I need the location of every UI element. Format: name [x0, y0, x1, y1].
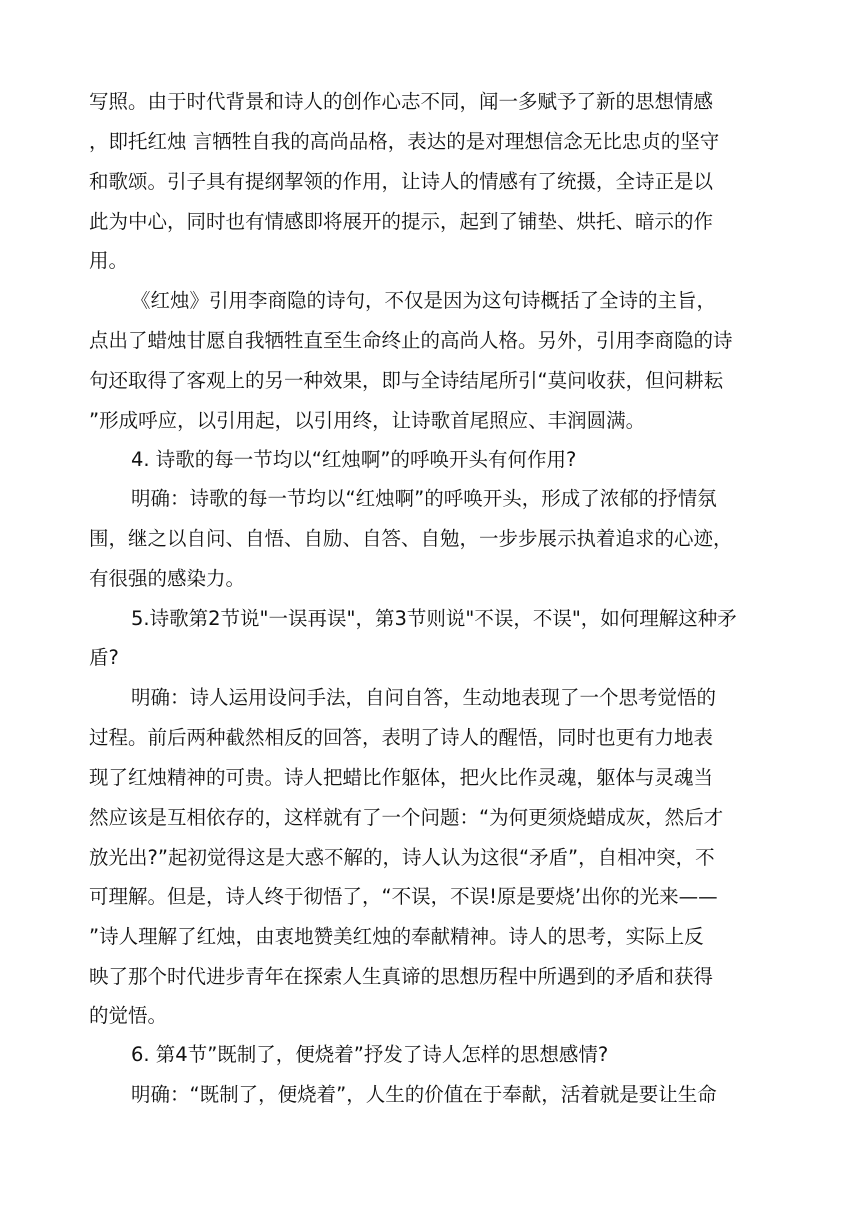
text-line: 的觉悟。 — [89, 1004, 168, 1027]
text-line: 放光出?”起初觉得这是大惑不解的，诗人认为这很“矛盾”，自相冲突，不 — [89, 846, 715, 869]
answer-line: 明确：诗人运用设问手法，自问自答，生动地表现了一个思考觉悟的 — [131, 686, 717, 709]
text-line: 点出了蜡烛甘愿自我牺牲直至生命终止的高尚人格。另外，引用李商隐的诗 — [89, 329, 733, 352]
text-line: 映了那个时代进步青年在探索人生真谛的思想历程中所遇到的矛盾和获得 — [89, 965, 714, 988]
question-4: 4. 诗歌的每一节均以“红烛啊”的呼唤开头有何作用? — [131, 448, 577, 471]
text-line: 写照。由于时代背景和诗人的创作心志不同，闻一多赋予了新的思想情感 — [89, 90, 714, 113]
text-line: 《红烛》引用李商隐的诗句，不仅是因为这句诗概括了全诗的主旨， — [131, 289, 717, 312]
text-line: ”诗人理解了红烛，由衷地赞美红烛的奉献精神。诗人的思考，实际上反 — [89, 925, 704, 948]
text-line: 盾? — [89, 646, 119, 669]
answer-line: 明确：“既制了，便烧着”，人生的价值在于奉献，活着就是要让生命 — [131, 1083, 717, 1106]
text-line: 此为中心，同时也有情感即将展开的提示，起到了铺垫、烘托、暗示的作 — [89, 210, 714, 233]
text-line: ，即托红烛 言牺牲自我的高尚品格，表达的是对理想信念无比忠贞的坚守 — [89, 130, 720, 153]
answer-line: 明确：诗歌的每一节均以“红烛啊”的呼唤开头，形成了浓郁的抒情氛 — [131, 487, 717, 510]
text-line: 用。 — [89, 249, 129, 272]
question-5: 5.诗歌第2节说"一误再误"，第3节则说"不误，不误"，如何理解这种矛 — [131, 607, 737, 630]
text-line: 有很强的感染力。 — [89, 567, 246, 590]
text-line: 围，继之以自问、自悟、自励、自答、自勉，一步步展示执着追求的心迹， — [89, 527, 733, 550]
text-line: 过程。前后两种截然相反的回答，表明了诗人的醒悟，同时也更有力地表 — [89, 726, 714, 749]
text-line: ”形成呼应，以引用起，以引用终，让诗歌首尾照应、丰润圆满。 — [89, 409, 646, 432]
text-line: 现了红烛精神的可贵。诗人把蜡比作躯体，把火比作灵魂，躯体与灵魂当 — [89, 766, 714, 789]
text-line: 和歌颂。引子具有提纲挈领的作用，让诗人的情感有了统摄，全诗正是以 — [89, 170, 714, 193]
text-line: 可理解。但是，诗人终于彻悟了，“不误，不误!原是要烧’出你的光来—— — [89, 885, 718, 908]
question-6: 6. 第4节”既制了，便烧着”抒发了诗人怎样的思想感情? — [131, 1043, 609, 1066]
text-line: 句还取得了客观上的另一种效果，即与全诗结尾所引“莫问收获，但问耕耘 — [89, 369, 724, 392]
text-line: 然应该是互相依存的，这样就有了一个问题：“为何更须烧蜡成灰，然后才 — [89, 806, 724, 829]
